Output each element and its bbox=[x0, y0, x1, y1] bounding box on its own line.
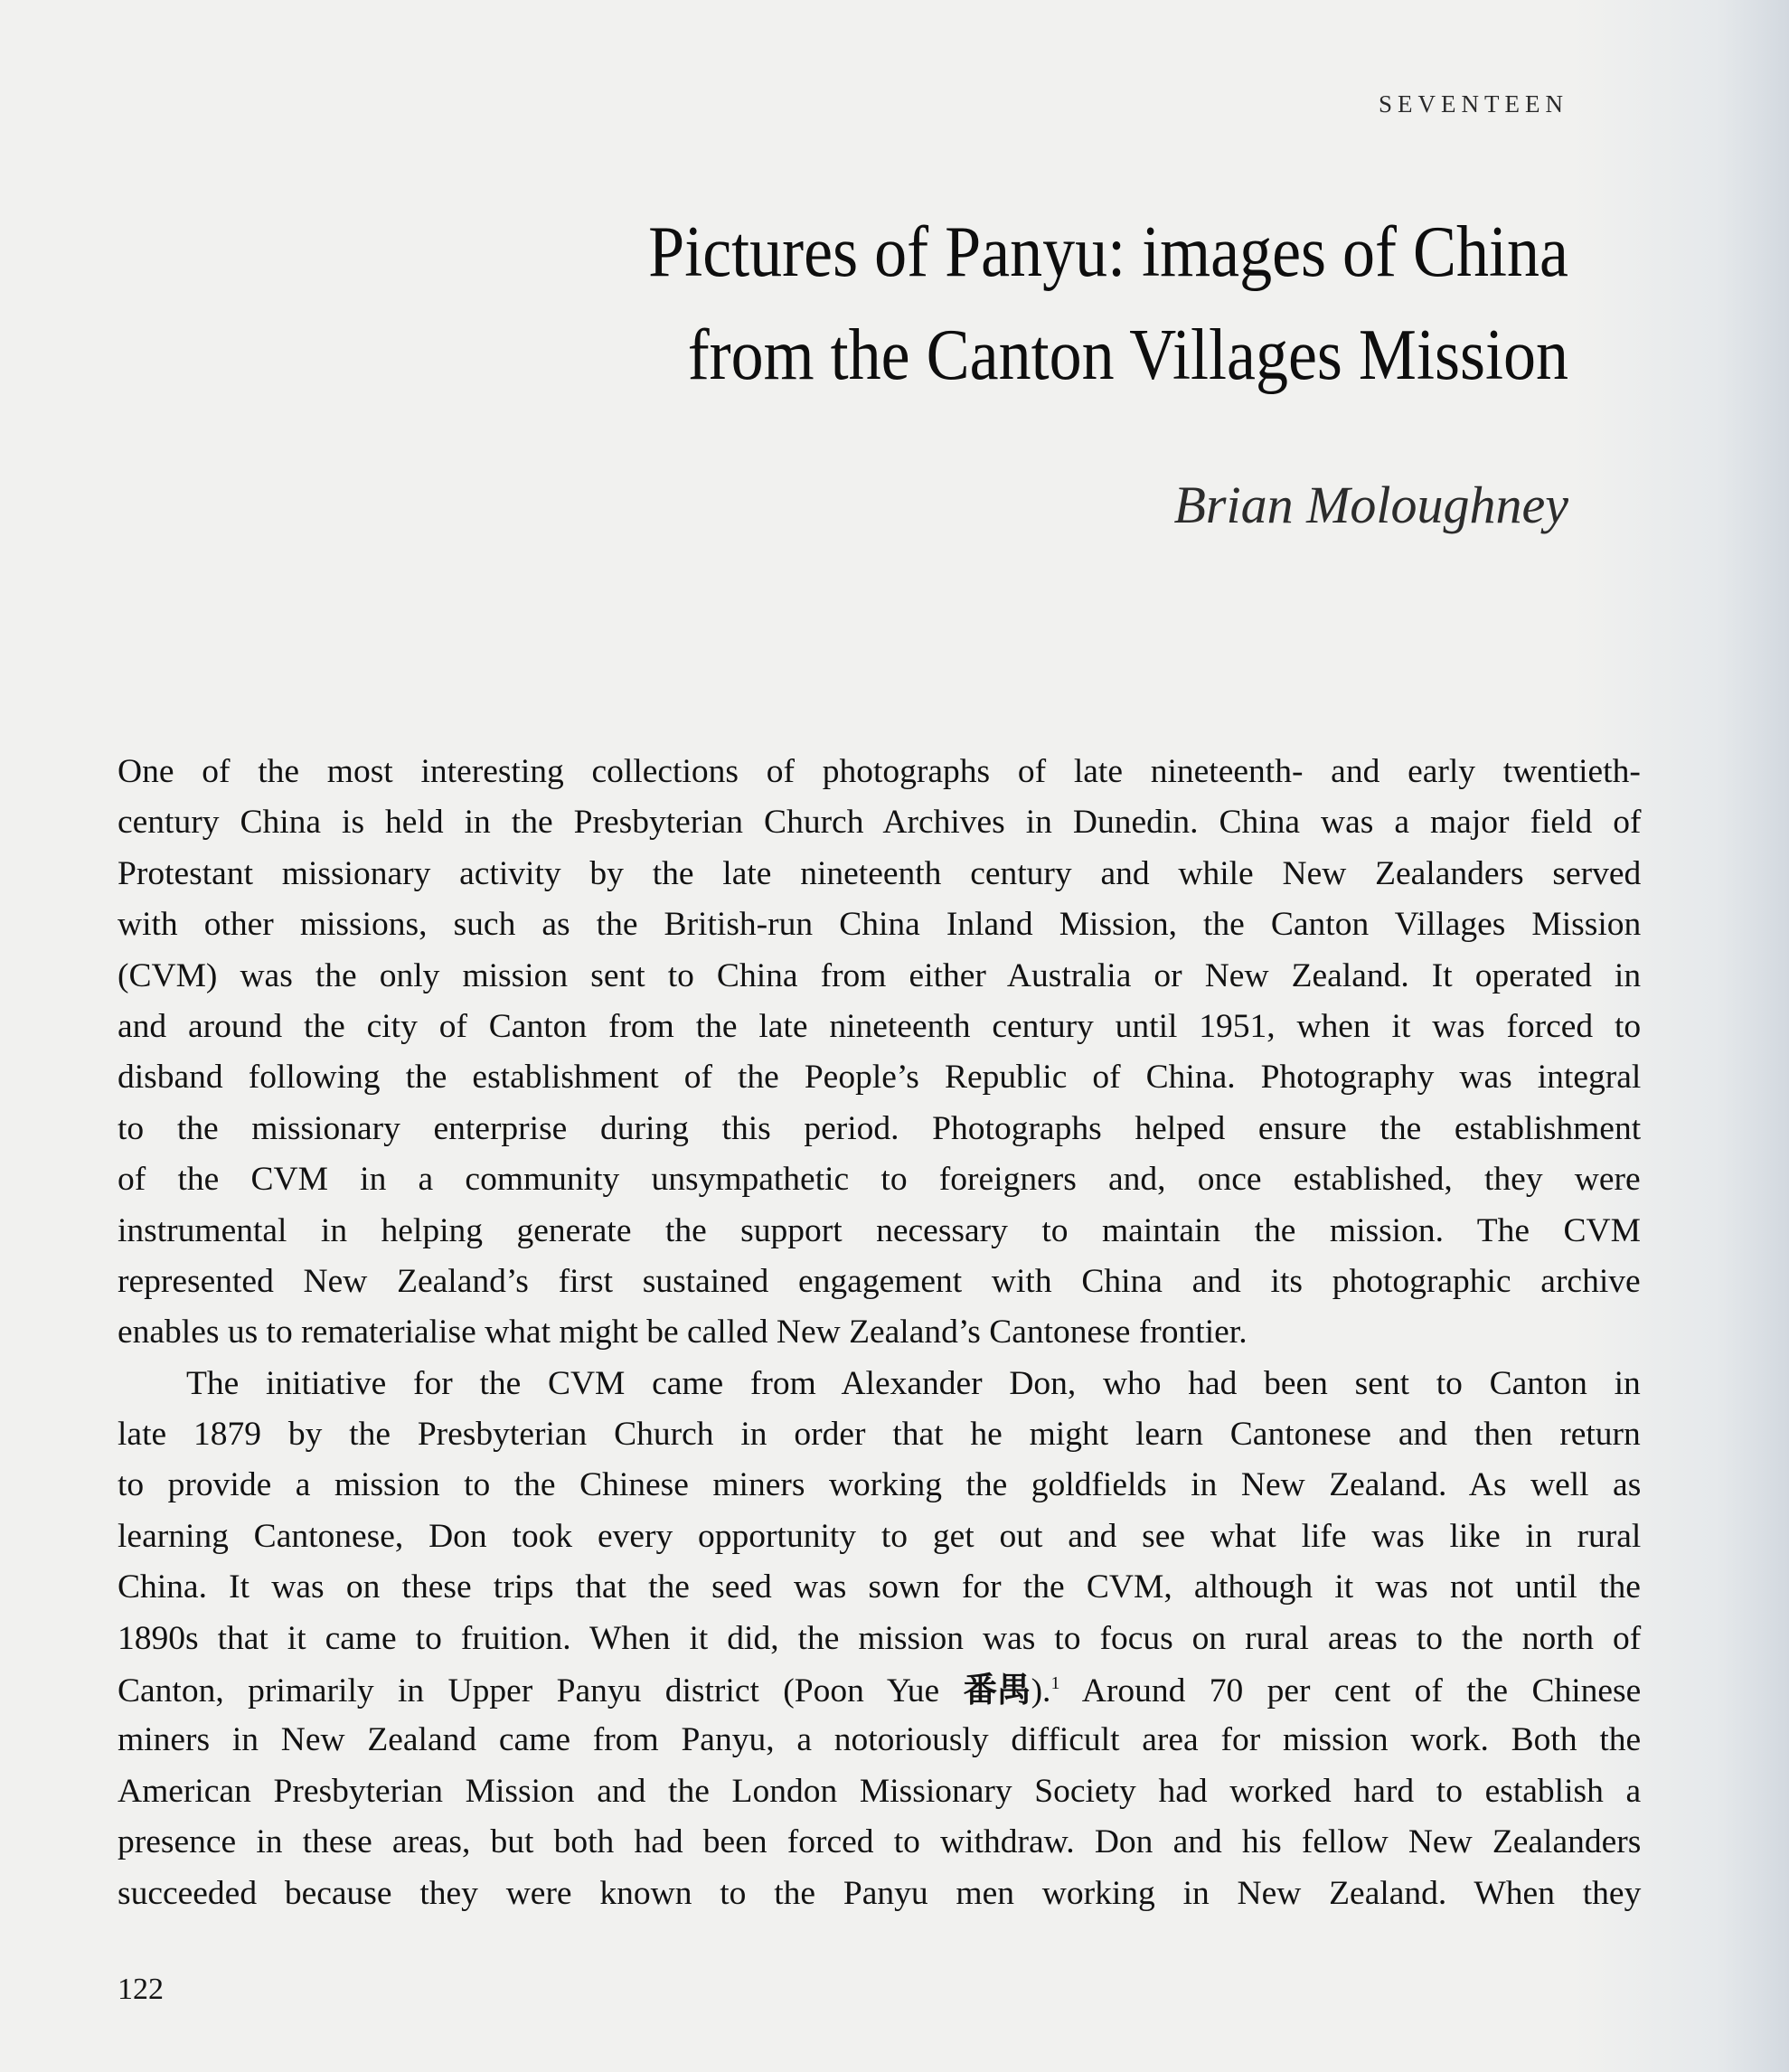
text-line: One of the most interesting collections of photographs of late nineteenth- and early twentieth- bbox=[118, 753, 1641, 790]
text-fragment: ). bbox=[1031, 1672, 1051, 1710]
text-line: instrumental in helping generate the support necessary to maintain the mission. The CVM bbox=[118, 1211, 1641, 1249]
text-line: The initiative for the CVM came from Alexander Don, who had been sent to Canton in bbox=[186, 1364, 1641, 1402]
author-name: Brian Moloughney bbox=[1173, 476, 1568, 534]
chapter-label: SEVENTEEN bbox=[1379, 90, 1568, 118]
paragraph-2 bbox=[118, 1359, 1641, 1919]
body-text bbox=[118, 747, 1641, 1919]
text-line: 1890s that it came to fruition. When it did, the mission was to focus on rural areas to the north of bbox=[118, 1619, 1642, 1657]
chapter-title-line-1: Pictures of Panyu: images of China bbox=[648, 212, 1568, 292]
text-line: disband following the establishment of the People’s Republic of China. Photography was integral bbox=[118, 1059, 1642, 1097]
text-line: to provide a mission to the Chinese miners working the goldfields in New Zealand. As well as bbox=[118, 1466, 1642, 1504]
text-line: with other missions, such as the British-run China Inland Mission, the Canton Villages Mission bbox=[118, 906, 1642, 944]
text-line: succeeded because they were known to the Panyu men working in New Zealand. When they bbox=[118, 1874, 1642, 1912]
chinese-characters: 番禺 bbox=[963, 1670, 1031, 1710]
text-line: presence in these areas, but both had been forced to withdraw. Don and his fellow New Zealanders bbox=[118, 1823, 1642, 1861]
text-line-with-chinese bbox=[118, 1664, 1641, 1715]
text-line: Protestant missionary activity by the late nineteenth century and while New Zealanders served bbox=[118, 854, 1642, 892]
text-line: of the CVM in a community unsympathetic to foreigners and, once established, they were bbox=[118, 1161, 1641, 1199]
text-line: century China is held in the Presbyterian Church Archives in Dunedin. China was a major field of bbox=[118, 804, 1642, 842]
text-line: and around the city of Canton from the late nineteenth century until 1951, when it was forced to bbox=[118, 1007, 1642, 1045]
footnote-reference[interactable]: 1 bbox=[1050, 1673, 1060, 1694]
text-fragment: Around 70 per cent of the Chinese bbox=[1059, 1672, 1642, 1710]
paragraph-1 bbox=[118, 747, 1641, 1359]
text-line: China. It was on these trips that the seed was sown for the CVM, although it was not until the bbox=[118, 1568, 1641, 1606]
text-line: represented New Zealand’s first sustained engagement with China and its photographic archive bbox=[118, 1262, 1641, 1300]
text-line: American Presbyterian Mission and the London Missionary Society had worked hard to establish a bbox=[118, 1772, 1642, 1810]
chapter-title-line-2: from the Canton Villages Mission bbox=[687, 316, 1568, 395]
chapter-title bbox=[429, 201, 1568, 407]
page-number: 122 bbox=[118, 1973, 164, 2006]
text-line: late 1879 by the Presbyterian Church in order that he might learn Cantonese and then return bbox=[118, 1416, 1641, 1454]
text-line: to the missionary enterprise during this period. Photographs helped ensure the establishment bbox=[118, 1109, 1642, 1147]
text-fragment: Canton, primarily in Upper Panyu district (Poon Yue bbox=[118, 1672, 964, 1710]
text-line: (CVM) was the only mission sent to China from either Australia or New Zealand. It operated in bbox=[118, 956, 1642, 994]
text-line: miners in New Zealand came from Panyu, a notoriously difficult area for mission work. Both the bbox=[118, 1721, 1642, 1759]
text-line: enables us to rematerialise what might be called New Zealand’s Cantonese frontier. bbox=[118, 1314, 1248, 1352]
text-line: learning Cantonese, Don took every opportunity to get out and see what life was like in rural bbox=[118, 1517, 1642, 1555]
